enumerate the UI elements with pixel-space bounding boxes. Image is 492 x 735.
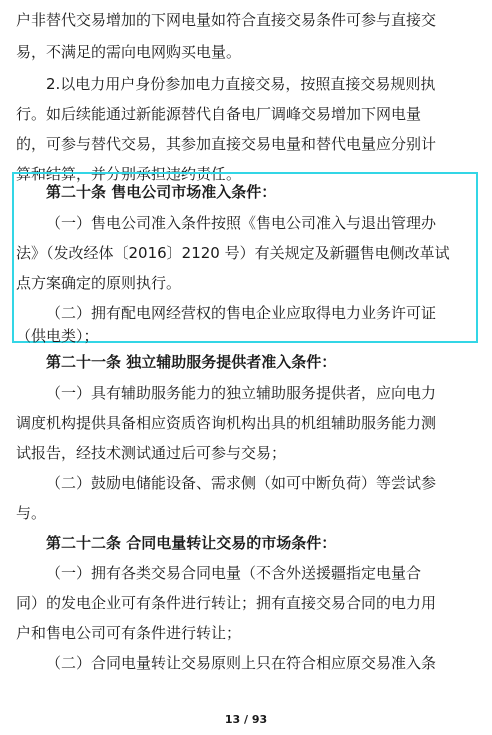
text-line: 试报告，经技术测试通过后可参与交易； — [16, 444, 287, 462]
text-line: 与。 — [16, 504, 47, 522]
page-number: 13 / 93 — [224, 713, 268, 726]
text-line: 法》（发改经体〔2016〕2120 号）有关规定及新疆售电侧改革试 — [16, 244, 450, 262]
text-line: 2.以电力用户身份参加电力直接交易，按照直接交易规则执 — [46, 75, 436, 93]
article-22-title: 第二十二条 合同电量转让交易的市场条件： — [46, 534, 337, 552]
text-line: （一）售电公司准入条件按照《售电公司准入与退出管理办 — [46, 214, 437, 232]
text-line: 户非替代交易增加的下网电量如符合直接交易条件可参与直接交 — [16, 11, 437, 29]
text-line: 点方案确定的原则执行。 — [16, 274, 182, 292]
text-line: 算和结算，并分别承担违约责任。 — [16, 165, 242, 183]
text-line: 户和售电公司可有条件进行转让； — [16, 624, 242, 642]
article-21-title: 第二十一条 独立辅助服务提供者准入条件： — [46, 353, 337, 371]
text-line: （二）拥有配电网经营权的售电企业应取得电力业务许可证 — [46, 304, 437, 322]
text-line: 调度机构提供具备相应资质咨询机构出具的机组辅助服务能力测 — [16, 414, 437, 432]
text-line: 易，不满足的需向电网购买电量。 — [16, 43, 242, 61]
text-line: （二）合同电量转让交易原则上只在符合相应原交易准入条 — [46, 654, 437, 672]
text-line: （一）具有辅助服务能力的独立辅助服务提供者，应向电力 — [46, 384, 437, 402]
text-line: 同）的发电企业可有条件进行转让；拥有直接交易合同的电力用 — [16, 594, 437, 612]
text-line: （二）鼓励电储能设备、需求侧（如可中断负荷）等尝试参 — [46, 474, 437, 492]
text-line: （供电类）； — [16, 327, 99, 345]
article-20-title: 第二十条 售电公司市场准入条件： — [46, 183, 277, 201]
text-line: （一）拥有各类交易合同电量（不含外送援疆指定电量合 — [46, 564, 422, 582]
text-line: 的，可参与替代交易，其参加直接交易电量和替代电量应分别计 — [16, 135, 437, 153]
text-line: 行。如后续能通过新能源替代自备电厂调峰交易增加下网电量 — [16, 105, 422, 123]
